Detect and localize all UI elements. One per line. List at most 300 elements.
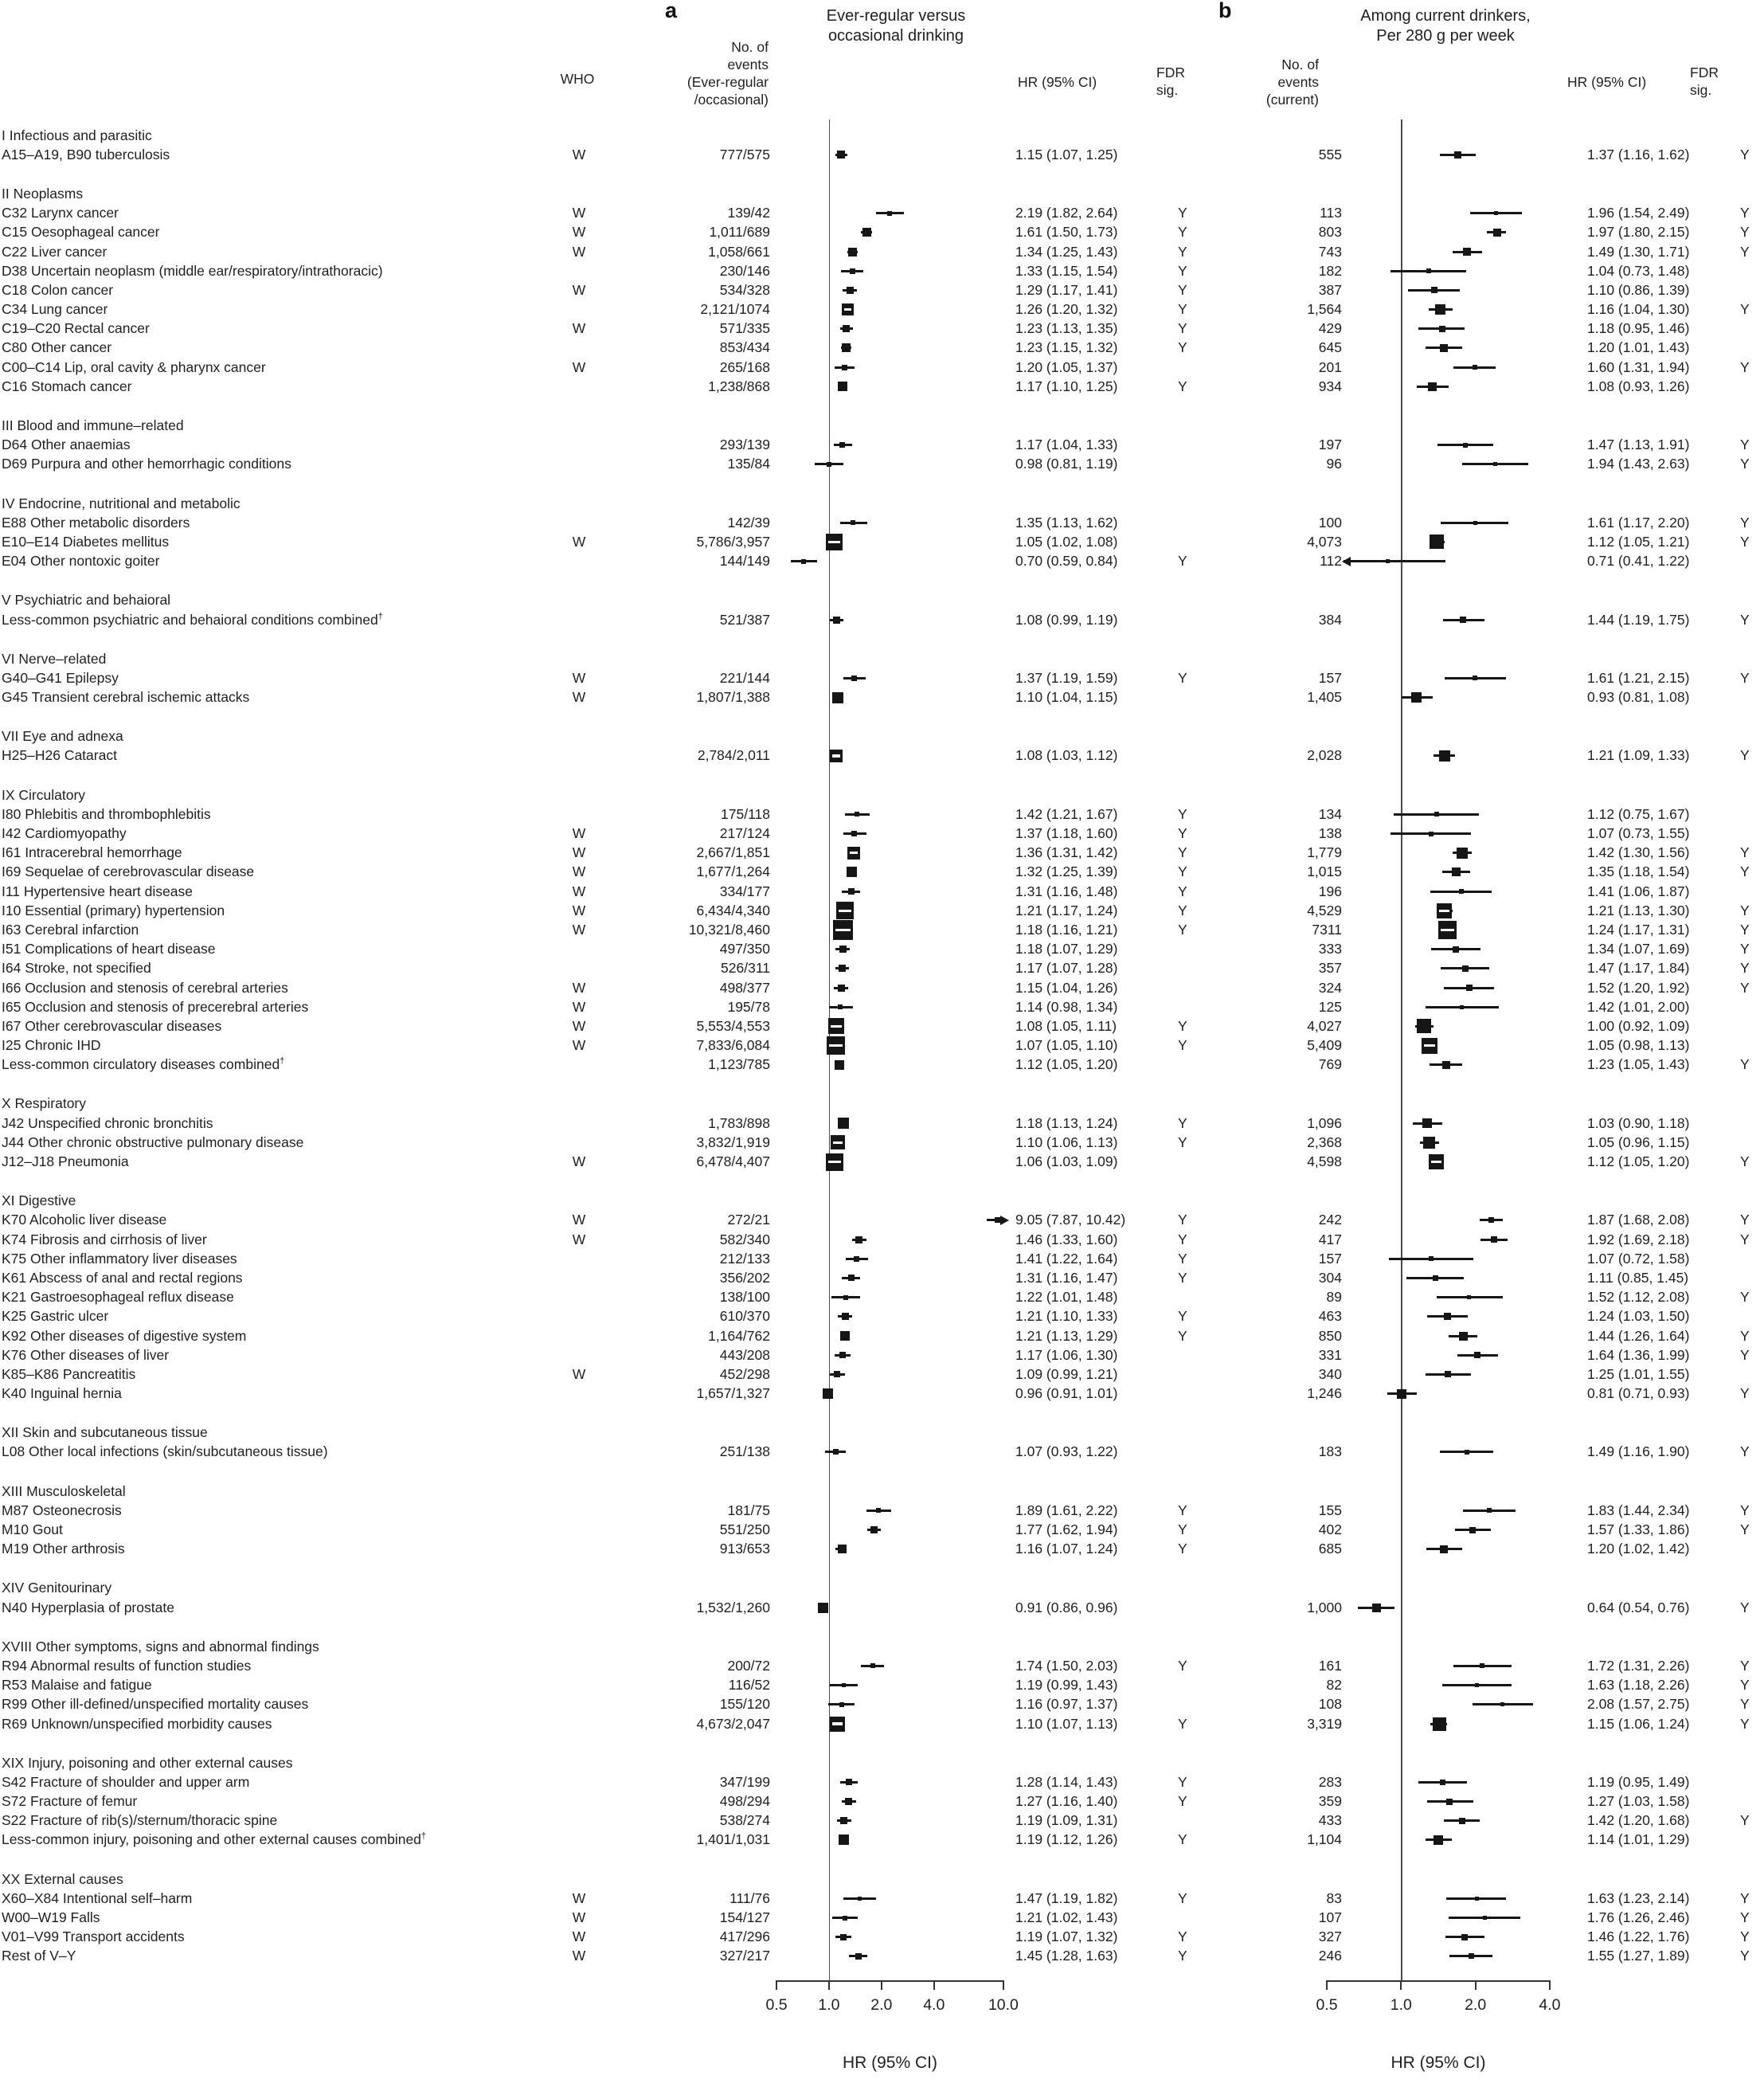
plot-cell-a xyxy=(770,513,1005,532)
hr-ci-b-value: 1.47 (1.13, 1.91) xyxy=(1587,437,1690,453)
events-a-value: 417/296 xyxy=(719,1929,770,1945)
hr-ci-b-value: 1.07 (0.72, 1.58) xyxy=(1587,1250,1690,1267)
events-a-value: 221/144 xyxy=(719,669,770,686)
events-b-value: 246 xyxy=(1318,1948,1342,1964)
row-label: E88 Other metabolic disorders xyxy=(2,514,190,531)
clip-arrow-right-a xyxy=(1000,1216,1009,1225)
plot-cell-a xyxy=(770,1384,1005,1404)
forest-row xyxy=(0,1036,1726,1055)
section xyxy=(0,785,1750,1075)
events-a-value: 334/177 xyxy=(719,883,770,899)
plot-cell-a xyxy=(770,552,1005,571)
forest-row xyxy=(0,1908,1750,1927)
events-a-value: 6,434/4,340 xyxy=(696,902,770,918)
panel-b-title-line2: Per 280 g per week xyxy=(1376,27,1515,45)
hr-ci-a-value: 1.89 (1.61, 2.22) xyxy=(1015,1502,1118,1518)
point-marker-b xyxy=(1452,867,1461,876)
events-a-header-line4: /occasional) xyxy=(694,92,769,108)
hr-ci-b-value: 1.04 (0.73, 1.48) xyxy=(1587,262,1690,279)
point-marker-a xyxy=(855,1236,862,1243)
plot-cell-a xyxy=(770,145,1005,164)
fdr-sig-b: Y xyxy=(1740,205,1750,221)
events-a-value: 217/124 xyxy=(719,825,770,842)
hr-ci-b-value: 1.63 (1.18, 2.26) xyxy=(1587,1677,1690,1694)
section-title: XI Digestive xyxy=(2,1192,76,1209)
panel-b-key: b xyxy=(1218,0,1232,22)
plot-cell-a xyxy=(770,1908,1005,1927)
hr-ci-b-value: 1.49 (1.16, 1.90) xyxy=(1587,1443,1690,1460)
plot-cell-b xyxy=(1342,1055,1577,1075)
point-marker-b xyxy=(1459,1818,1465,1824)
fdr-sig-b: Y xyxy=(1740,844,1750,861)
point-marker-b xyxy=(1434,812,1439,816)
row-label: J42 Unspecified chronic bronchitis xyxy=(2,1114,213,1131)
forest-row xyxy=(0,1249,1726,1268)
hr-ci-a-value: 1.09 (0.99, 1.21) xyxy=(1015,1365,1118,1382)
hr-ci-b-value: 1.14 (1.01, 1.29) xyxy=(1587,1831,1690,1848)
point-marker-a xyxy=(839,1352,846,1358)
point-marker-b xyxy=(1435,304,1445,315)
who-flag: W xyxy=(572,320,586,337)
plot-cell-b xyxy=(1342,1811,1577,1831)
marker-slit-a xyxy=(831,1025,842,1028)
row-label: C32 Larynx cancer xyxy=(2,205,119,221)
hr-ci-a-value: 1.18 (1.07, 1.29) xyxy=(1015,941,1118,957)
hr-ci-a-value: 1.18 (1.13, 1.24) xyxy=(1015,1114,1118,1131)
hr-ci-a-value: 1.22 (1.01, 1.48) xyxy=(1015,1289,1118,1306)
plot-cell-a xyxy=(770,455,1005,474)
plot-cell-a xyxy=(770,223,1005,242)
row-label: R69 Unknown/unspecified morbidity causes xyxy=(2,1715,272,1732)
row-label: H25–H26 Cataract xyxy=(2,747,117,764)
point-marker-b xyxy=(1453,946,1459,953)
panel-b-title-line1: Among current drinkers, xyxy=(1360,7,1531,25)
events-a-value: 2,121/1074 xyxy=(700,301,770,318)
fdr-sig-a: Y xyxy=(1178,1231,1187,1247)
forest-row xyxy=(0,1714,1750,1733)
hr-ci-a-value: 1.16 (1.07, 1.24) xyxy=(1015,1541,1118,1557)
forest-row xyxy=(0,1326,1750,1345)
events-a-value: 1,011/689 xyxy=(709,224,770,241)
point-marker-b xyxy=(1463,248,1471,256)
section-title: II Neoplasms xyxy=(2,185,84,202)
point-marker-a xyxy=(858,1897,862,1901)
events-a-value: 7,833/6,084 xyxy=(696,1037,770,1054)
fdr-sig-a: Y xyxy=(1178,805,1187,822)
events-a-value: 10,321/8,460 xyxy=(688,921,770,938)
plot-cell-a xyxy=(770,1501,1005,1520)
fdr-sig-b: Y xyxy=(1740,1715,1750,1732)
who-flag: W xyxy=(572,1037,586,1054)
hr-ci-a-value: 1.29 (1.17, 1.41) xyxy=(1015,281,1118,298)
plot-cell-a xyxy=(770,280,1005,300)
fdr-sig-b: Y xyxy=(1740,1677,1750,1694)
plot-cell-b xyxy=(1342,532,1577,551)
row-label: K70 Alcoholic liver disease xyxy=(2,1212,167,1228)
axis-tick-label-a: 0.5 xyxy=(765,1996,788,2014)
events-b-value: 4,529 xyxy=(1307,902,1342,918)
hr-ci-a-value: 1.36 (1.31, 1.42) xyxy=(1015,844,1118,861)
events-a-header-line3: (Ever-regular xyxy=(686,74,769,90)
point-marker-a xyxy=(848,1275,855,1281)
events-b-value: 645 xyxy=(1318,339,1342,356)
events-a-value: 195/78 xyxy=(727,998,770,1015)
row-label: G40–G41 Epilepsy xyxy=(2,669,119,686)
row-label: I10 Essential (primary) hypertension xyxy=(2,902,225,918)
hr-ci-a-value: 1.74 (1.50, 2.03) xyxy=(1015,1657,1118,1674)
plot-cell-a xyxy=(770,1540,1005,1559)
hr-ci-a-value: 1.15 (1.07, 1.25) xyxy=(1015,146,1118,163)
fdr-sig-a: Y xyxy=(1178,1327,1187,1344)
plot-cell-b xyxy=(1342,882,1577,901)
row-label: R99 Other ill-defined/unspecified mortality causes xyxy=(2,1696,309,1713)
panel-a-title xyxy=(765,6,1027,46)
plot-cell-a xyxy=(770,1211,1005,1230)
plot-cell-a xyxy=(770,1288,1005,1307)
events-a-value: 135/84 xyxy=(727,456,770,472)
plot-cell-b xyxy=(1342,844,1577,863)
hr-ci-b-value: 1.20 (1.02, 1.42) xyxy=(1587,1541,1690,1557)
hr-ci-b-value: 1.47 (1.17, 1.84) xyxy=(1587,960,1690,977)
fdr-sig-a: Y xyxy=(1178,825,1187,842)
point-marker-a xyxy=(839,946,847,953)
hr-ci-a-value: 1.16 (0.97, 1.37) xyxy=(1015,1696,1118,1713)
plot-cell-b xyxy=(1342,339,1577,358)
who-flag: W xyxy=(572,902,586,918)
events-b-value: 89 xyxy=(1326,1289,1342,1306)
section xyxy=(0,1423,1750,1462)
events-a-value: 538/274 xyxy=(719,1812,770,1829)
point-marker-a xyxy=(862,228,871,237)
marker-slit-a xyxy=(829,1044,843,1048)
hr-ci-a-value: 1.47 (1.19, 1.82) xyxy=(1015,1889,1118,1906)
plot-cell-a xyxy=(770,1016,1005,1036)
plot-cell-a xyxy=(770,1326,1005,1345)
hr-a-column-header: HR (95% CI) xyxy=(1018,74,1097,90)
hr-ci-a-value: 1.18 (1.16, 1.21) xyxy=(1015,921,1118,938)
fdr-sig-a: Y xyxy=(1178,863,1187,880)
events-a-value: 181/75 xyxy=(727,1502,770,1518)
row-label: E10–E14 Diabetes mellitus xyxy=(2,533,170,550)
point-marker-b xyxy=(1423,1137,1435,1149)
fdr-a-header-line1: FDR xyxy=(1156,65,1185,80)
section xyxy=(0,1482,1750,1559)
axis-title-a: HR (95% CI) xyxy=(842,2054,937,2072)
forest-row xyxy=(0,204,1750,223)
events-a-value: 571/335 xyxy=(719,320,770,337)
plot-cell-a xyxy=(770,1268,1005,1287)
forest-row xyxy=(0,1443,1750,1462)
row-label: Rest of V–Y xyxy=(2,1948,76,1964)
hr-ci-a-value: 1.77 (1.62, 1.94) xyxy=(1015,1521,1118,1538)
point-marker-a xyxy=(840,1817,847,1824)
who-flag: W xyxy=(572,1365,586,1382)
plot-cell-a xyxy=(770,920,1005,939)
axis-line-b xyxy=(1327,1980,1550,1982)
who-flag: W xyxy=(572,1889,586,1906)
fdr-sig-b: Y xyxy=(1740,1657,1750,1674)
fdr-b-header-line1: FDR xyxy=(1690,65,1719,80)
events-b-value: 4,073 xyxy=(1307,533,1342,550)
plot-cell-b xyxy=(1342,1114,1577,1133)
fdr-sig-a: Y xyxy=(1178,1212,1187,1228)
row-label: K21 Gastroesophageal reflux disease xyxy=(2,1289,234,1306)
point-marker-b xyxy=(1439,326,1445,332)
row-label: M19 Other arthrosis xyxy=(2,1541,125,1557)
hr-ci-b-value: 1.27 (1.03, 1.58) xyxy=(1587,1793,1690,1810)
hr-ci-b-value: 1.24 (1.03, 1.50) xyxy=(1587,1308,1690,1325)
fdr-sig-a: Y xyxy=(1178,378,1187,394)
hr-ci-a-value: 1.17 (1.07, 1.28) xyxy=(1015,960,1118,977)
point-marker-b xyxy=(1417,1019,1431,1033)
row-label: C16 Stomach cancer xyxy=(2,378,132,394)
who-flag: W xyxy=(572,1153,586,1170)
axis-tick-label-a: 4.0 xyxy=(923,1996,945,2014)
hr-ci-b-value: 1.42 (1.30, 1.56) xyxy=(1587,844,1690,861)
plot-cell-b xyxy=(1342,1249,1577,1268)
hr-ci-a-value: 0.96 (0.91, 1.01) xyxy=(1015,1385,1118,1402)
events-a-value: 230/146 xyxy=(719,262,770,279)
section xyxy=(0,494,1750,571)
events-a-value: 2,784/2,011 xyxy=(697,747,770,764)
forest-row xyxy=(0,746,1750,766)
events-a-value: 155/120 xyxy=(719,1696,770,1713)
forest-row xyxy=(0,261,1726,280)
who-flag: W xyxy=(572,844,586,861)
events-a-value: 144/149 xyxy=(719,553,770,570)
hr-ci-a-value: 1.08 (0.99, 1.19) xyxy=(1015,611,1118,628)
row-label: L08 Other local infections (skin/subcutaneous tissue) xyxy=(2,1443,328,1460)
row-label: I25 Chronic IHD xyxy=(2,1037,101,1054)
point-marker-a xyxy=(839,1702,844,1707)
events-b-value: 5,409 xyxy=(1307,1037,1342,1054)
plot-cell-b xyxy=(1342,436,1577,455)
events-b-value: 196 xyxy=(1318,883,1342,899)
fdr-sig-b: Y xyxy=(1740,1599,1750,1615)
fdr-sig-a: Y xyxy=(1178,553,1187,570)
events-a-value: 521/387 xyxy=(719,611,770,628)
events-b-value: 743 xyxy=(1318,243,1342,260)
point-marker-b xyxy=(1454,151,1461,159)
row-label: R53 Malaise and fatigue xyxy=(2,1677,152,1694)
dagger-footnote-mark: † xyxy=(377,611,383,621)
hr-ci-b-value: 1.42 (1.20, 1.68) xyxy=(1587,1812,1690,1829)
plot-cell-a xyxy=(770,1811,1005,1831)
events-b-value: 134 xyxy=(1318,805,1342,822)
point-marker-b xyxy=(1397,1389,1406,1399)
marker-slit-a xyxy=(835,929,851,932)
forest-row xyxy=(0,997,1726,1016)
axis-tick-b xyxy=(1326,1980,1328,1990)
events-a-value: 347/199 xyxy=(719,1773,770,1790)
point-marker-b xyxy=(1462,965,1469,972)
hr-ci-b-value: 1.61 (1.17, 2.20) xyxy=(1587,514,1690,531)
row-label: M10 Gout xyxy=(2,1521,63,1538)
hr-ci-a-value: 1.05 (1.02, 1.08) xyxy=(1015,533,1118,550)
panel-a-key: a xyxy=(665,0,678,22)
events-b-value: 417 xyxy=(1318,1231,1342,1247)
row-label: S72 Fracture of femur xyxy=(2,1793,138,1810)
fdr-sig-a: Y xyxy=(1178,1541,1187,1557)
hr-ci-a-value: 1.45 (1.28, 1.63) xyxy=(1015,1948,1118,1964)
plot-cell-b xyxy=(1342,1714,1577,1733)
who-flag: W xyxy=(572,533,586,550)
plot-cell-b xyxy=(1342,863,1577,882)
plot-cell-a xyxy=(770,688,1005,707)
hr-ci-b-value: 1.25 (1.01, 1.55) xyxy=(1587,1365,1690,1382)
point-marker-a xyxy=(846,1779,852,1785)
point-marker-a xyxy=(847,867,857,877)
plot-cell-a xyxy=(770,1889,1005,1908)
who-flag: W xyxy=(572,979,586,996)
forest-row xyxy=(0,513,1750,532)
section-title: XX External causes xyxy=(2,1870,123,1887)
fdr-sig-a: Y xyxy=(1178,205,1187,221)
hr-ci-a-value: 1.19 (1.09, 1.31) xyxy=(1015,1812,1118,1829)
forest-row xyxy=(0,978,1750,997)
point-marker-a xyxy=(833,617,840,624)
point-marker-a xyxy=(838,382,847,391)
section-title: VI Nerve–related xyxy=(2,650,107,667)
who-flag: W xyxy=(572,669,586,686)
fdr-sig-a: Y xyxy=(1178,669,1187,686)
plot-cell-a xyxy=(770,1036,1005,1055)
events-b-value: 934 xyxy=(1318,378,1342,394)
plot-cell-a xyxy=(770,824,1005,843)
fdr-sig-b: Y xyxy=(1740,1385,1750,1402)
hr-ci-b-value: 1.41 (1.06, 1.87) xyxy=(1587,883,1690,899)
events-b-value: 2,368 xyxy=(1307,1134,1342,1150)
hr-ci-a-value: 1.07 (0.93, 1.22) xyxy=(1015,1443,1118,1460)
events-b-value: 161 xyxy=(1318,1657,1342,1674)
row-label: R94 Abnormal results of function studies xyxy=(2,1657,252,1674)
events-b-value: 2,028 xyxy=(1307,747,1342,764)
hr-ci-b-value: 1.05 (0.96, 1.15) xyxy=(1587,1134,1690,1150)
row-label: C22 Liver cancer xyxy=(2,243,108,260)
hr-ci-a-value: 1.12 (1.05, 1.20) xyxy=(1015,1056,1118,1073)
fdr-sig-b: Y xyxy=(1740,1346,1750,1363)
row-label: I11 Hypertensive heart disease xyxy=(2,883,193,899)
hr-ci-a-value: 1.21 (1.10, 1.33) xyxy=(1015,1308,1118,1325)
fdr-sig-b: Y xyxy=(1740,921,1750,938)
events-b-value: 1,564 xyxy=(1307,301,1342,318)
hr-ci-b-value: 1.57 (1.33, 1.86) xyxy=(1587,1521,1690,1538)
axis-tick-a xyxy=(1003,1980,1004,1990)
axis-tick-a xyxy=(828,1980,830,1990)
point-marker-b xyxy=(1459,1332,1468,1341)
events-b-value: 327 xyxy=(1318,1929,1342,1945)
fdr-sig-a: Y xyxy=(1178,301,1187,318)
events-b-value: 331 xyxy=(1318,1346,1342,1363)
section-title: VII Eye and adnexa xyxy=(2,728,123,745)
plot-cell-b xyxy=(1342,145,1577,164)
row-label: Less-common psychiatric and behaioral conditions combined† xyxy=(2,611,383,628)
events-a-value: 138/100 xyxy=(719,1289,770,1306)
fdr-sig-a: Y xyxy=(1178,243,1187,260)
events-b-value: 324 xyxy=(1318,979,1342,996)
point-marker-b xyxy=(1457,848,1468,859)
section xyxy=(0,1870,1750,1966)
who-flag: W xyxy=(572,205,586,221)
point-marker-a xyxy=(842,1683,846,1687)
row-label: I66 Occlusion and stenosis of cerebral arteries xyxy=(2,979,288,996)
plot-cell-b xyxy=(1342,1211,1577,1230)
marker-slit-a xyxy=(828,1161,841,1164)
events-a-value: 777/575 xyxy=(719,146,770,163)
clip-arrow-left-b xyxy=(1342,557,1351,566)
point-marker-a xyxy=(839,442,845,448)
events-b-value: 242 xyxy=(1318,1212,1342,1228)
panel-a-title-line1: Ever-regular versus xyxy=(826,7,966,25)
forest-row xyxy=(0,242,1750,261)
point-marker-a xyxy=(818,1603,828,1613)
hr-ci-b-value: 1.96 (1.54, 2.49) xyxy=(1587,205,1690,221)
point-marker-b xyxy=(1439,750,1450,762)
forest-row xyxy=(0,1695,1750,1714)
events-a-value: 1,401/1,031 xyxy=(696,1831,770,1848)
hr-ci-a-value: 1.17 (1.04, 1.33) xyxy=(1015,437,1118,453)
hr-ci-b-value: 1.60 (1.31, 1.94) xyxy=(1587,358,1690,375)
who-flag: W xyxy=(572,825,586,842)
forest-row xyxy=(0,436,1750,455)
forest-row xyxy=(0,1889,1750,1908)
point-marker-a xyxy=(833,1449,839,1455)
plot-cell-a xyxy=(770,1230,1005,1249)
hr-ci-a-value: 1.20 (1.05, 1.37) xyxy=(1015,358,1118,375)
events-b-value: 4,598 xyxy=(1307,1153,1342,1170)
fdr-b-column-header xyxy=(1690,64,1719,99)
fdr-sig-a: Y xyxy=(1178,1502,1187,1518)
who-flag: W xyxy=(572,921,586,938)
hr-ci-a-value: 1.23 (1.13, 1.35) xyxy=(1015,320,1118,337)
hr-ci-a-value: 1.08 (1.05, 1.11) xyxy=(1015,1017,1117,1034)
events-a-value: 327/217 xyxy=(719,1948,770,1964)
point-marker-a xyxy=(855,1953,862,1960)
plot-cell-a xyxy=(770,959,1005,978)
fdr-sig-a: Y xyxy=(1178,1657,1187,1674)
events-a-value: 1,238/868 xyxy=(708,378,770,394)
point-marker-b xyxy=(1500,1702,1504,1706)
row-label: S22 Fracture of rib(s)/sternum/thoracic spine xyxy=(2,1812,278,1829)
plot-cell-a xyxy=(770,901,1005,920)
events-a-value: 1,058/661 xyxy=(708,243,770,260)
forest-row xyxy=(0,1230,1750,1249)
events-b-value: 850 xyxy=(1318,1327,1342,1344)
point-marker-a xyxy=(851,831,857,836)
plot-cell-b xyxy=(1342,1133,1577,1152)
hr-ci-b-value: 1.24 (1.17, 1.31) xyxy=(1587,921,1690,938)
row-label: K25 Gastric ulcer xyxy=(2,1308,109,1325)
plot-cell-a xyxy=(770,863,1005,882)
hr-ci-a-value: 1.61 (1.50, 1.73) xyxy=(1015,224,1118,241)
fdr-sig-b: Y xyxy=(1740,1521,1750,1538)
point-marker-a xyxy=(870,1526,878,1533)
section-title: III Blood and immune–related xyxy=(2,417,184,434)
events-b-value: 387 xyxy=(1318,281,1342,298)
row-label: J12–J18 Pneumonia xyxy=(2,1153,129,1170)
point-marker-a xyxy=(842,1313,849,1320)
hr-ci-b-value: 1.12 (0.75, 1.67) xyxy=(1587,805,1690,822)
hr-ci-b-value: 1.35 (1.18, 1.54) xyxy=(1587,863,1690,880)
hr-ci-b-value: 1.76 (1.26, 2.46) xyxy=(1587,1909,1690,1926)
forest-row xyxy=(0,959,1750,978)
events-a-value: 534/328 xyxy=(719,281,770,298)
hr-ci-a-value: 1.19 (0.99, 1.43) xyxy=(1015,1677,1118,1694)
hr-b-column-header: HR (95% CI) xyxy=(1567,74,1647,90)
plot-cell-a xyxy=(770,1114,1005,1133)
events-b-value: 183 xyxy=(1318,1443,1342,1460)
section xyxy=(0,727,1750,766)
